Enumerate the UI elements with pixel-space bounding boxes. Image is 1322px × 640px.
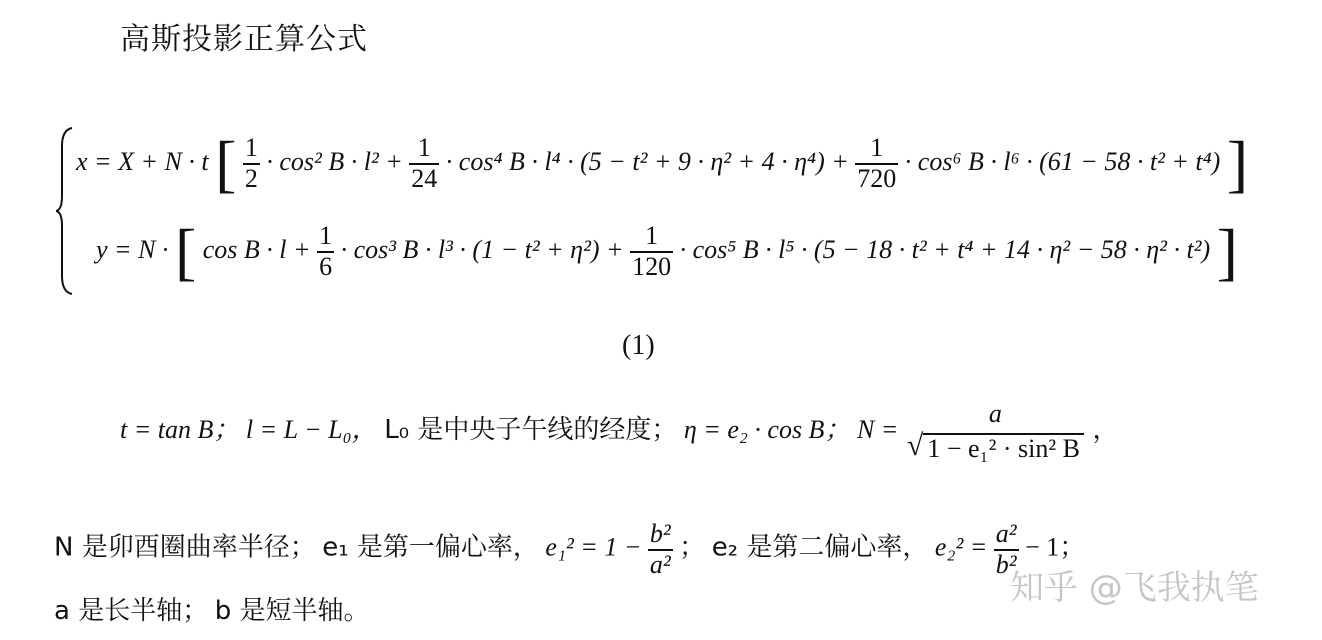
eq-x-lhs: x = X + N · t [76, 146, 209, 176]
equation-number: (1) [622, 330, 655, 361]
definitions-line-3 [54, 590, 369, 627]
left-brace [56, 126, 76, 296]
e1-trailing: ； [679, 532, 706, 562]
fraction-denominator: 24 [411, 164, 438, 193]
fraction-numerator: 1 [855, 134, 898, 165]
e1-fraction [648, 520, 673, 579]
fraction-numerator: a [988, 399, 1002, 428]
fraction-denominator: √ 1 − e₁² · sin² B [905, 429, 1086, 464]
e1-formula-lhs: e₁² = 1 − [545, 532, 642, 562]
b-description: b 是短半轴。 [214, 596, 370, 626]
t-definition: t = tan B； [120, 414, 240, 444]
fraction-denominator: 120 [632, 252, 672, 281]
fraction [630, 222, 673, 281]
n-fraction [905, 400, 1086, 464]
fraction-numerator: a² [994, 520, 1019, 551]
definitions-line-2 [54, 520, 1085, 579]
e2-trailing: − 1； [1025, 532, 1086, 562]
fraction-denominator: a² [649, 549, 671, 579]
fraction [855, 134, 898, 193]
fraction [409, 134, 439, 193]
a-description: a 是长半轴； [54, 596, 209, 626]
equation-system [56, 126, 1306, 296]
eq-y-term2: · cos⁵ B · l⁵ · (5 − 18 · t² + t⁴ + 14 · η² − 58 · η² · t²) [679, 234, 1211, 264]
fraction-denominator: b² [995, 549, 1017, 579]
equation-y [96, 216, 1238, 287]
eq-y-term1: · cos³ B · l³ · (1 − t² + η²) + [340, 234, 624, 264]
fraction-numerator: b² [648, 520, 673, 551]
fraction-numerator: 1 [630, 222, 673, 253]
fraction-numerator: 1 [409, 134, 439, 165]
e2-formula-lhs: e₂² = [934, 532, 988, 562]
equation-x [76, 128, 1249, 199]
fraction-denominator: 720 [857, 164, 897, 193]
fraction [317, 222, 334, 281]
e1-description: e₁ 是第一偏心率， [322, 532, 539, 563]
fraction-numerator: 1 [317, 222, 334, 253]
n-description: N 是卯酉圈曲率半径； [54, 532, 316, 563]
open-bracket: [ [215, 128, 237, 199]
sqrt-radicand: 1 − e₁² · sin² B [923, 433, 1084, 464]
eq-x-term3: · cos⁶ B · l⁶ · (61 − 58 · t² + t⁴) [904, 146, 1221, 176]
eq-y-lhs: y = N · [96, 234, 169, 264]
watermark: 知乎 @飞我执笔 [1010, 568, 1259, 608]
eta-definition: η = e₂ · cos B； [683, 414, 851, 444]
eq-y-term0: cos B · l + [202, 234, 311, 264]
eq-x-term2: · cos⁴ B · l⁴ · (5 − t² + 9 · η² + 4 · η⁴) + [445, 146, 849, 176]
l0-definition: L₀ 是中央子午线的经度； [384, 414, 678, 445]
l-definition: l = L − L₀， [245, 414, 378, 444]
fraction-numerator: 1 [243, 134, 260, 165]
fraction-denominator: 2 [244, 164, 258, 193]
page-title: 高斯投影正算公式 [120, 22, 368, 57]
n-definition-lhs: N = [856, 414, 899, 444]
definitions-line-1 [120, 400, 1119, 464]
close-bracket: ] [1226, 128, 1249, 199]
eq-x-term1: · cos² B · l² + [266, 146, 403, 176]
fraction-denominator: 6 [319, 252, 333, 281]
fraction [243, 134, 260, 193]
trailing-comma: ， [1092, 414, 1119, 444]
e2-description: e₂ 是第二偏心率， [711, 532, 929, 563]
close-bracket: ] [1216, 216, 1238, 287]
open-bracket: [ [174, 216, 197, 287]
